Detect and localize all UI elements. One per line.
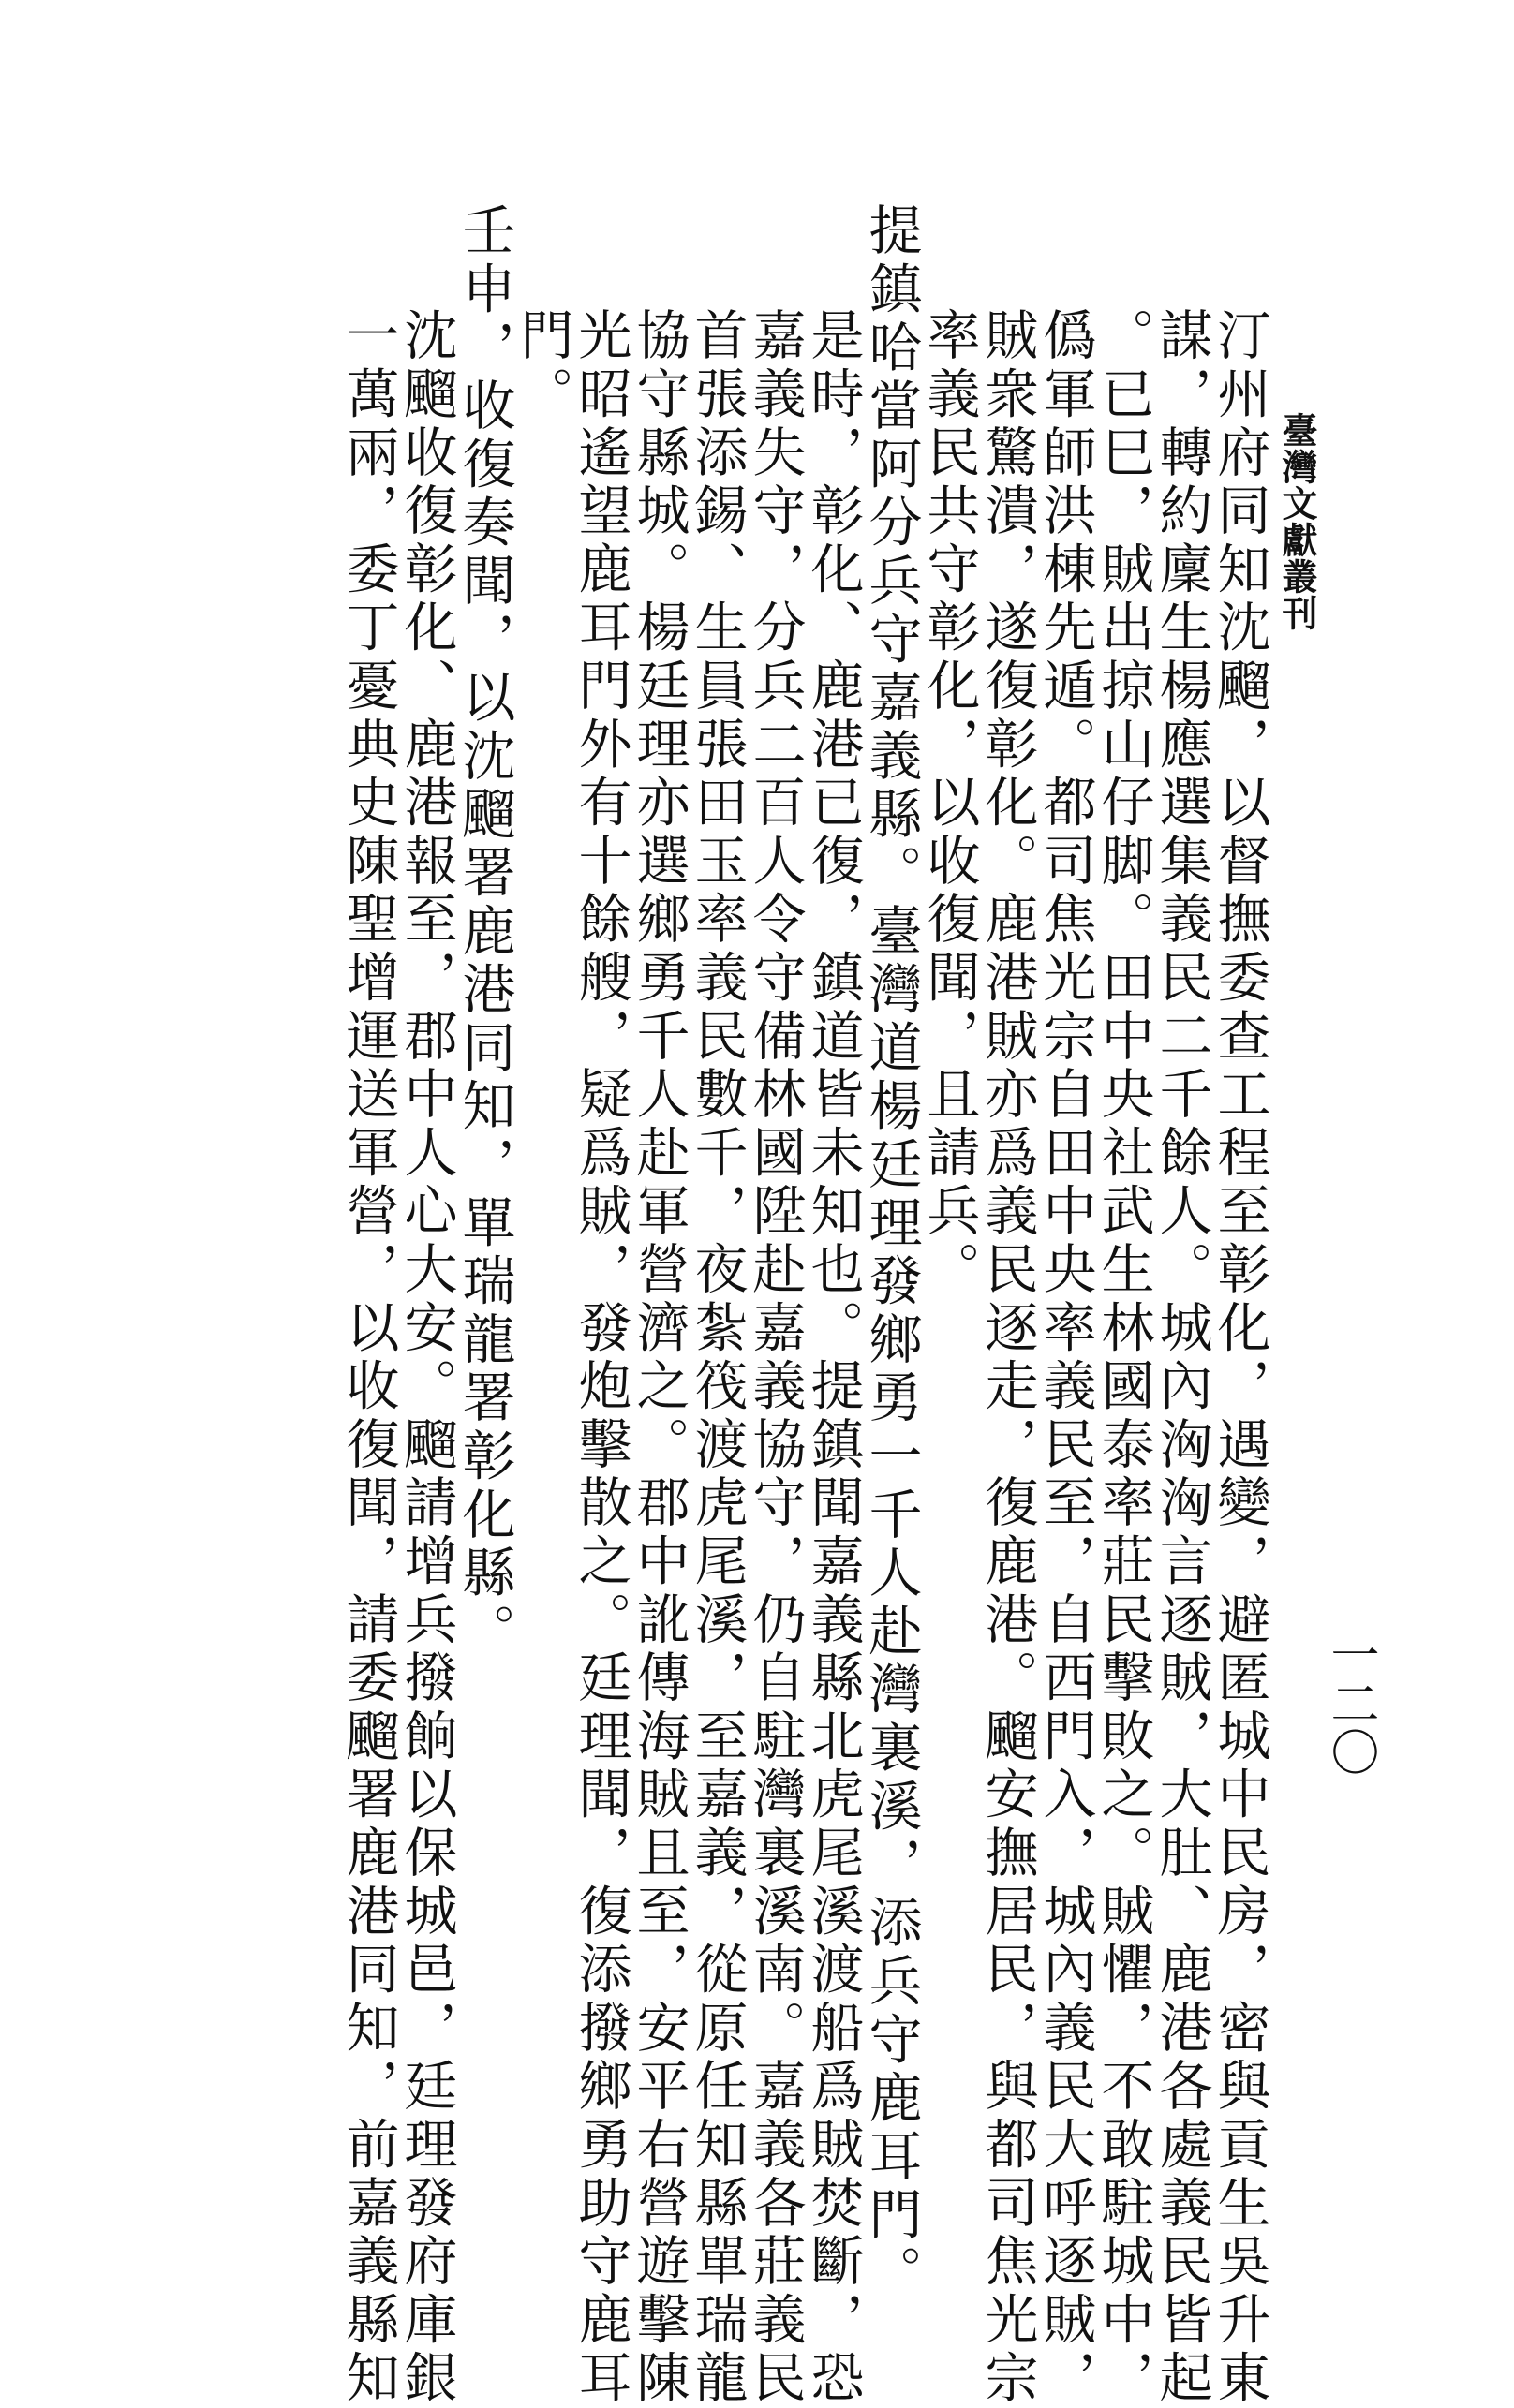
text-column: 門。 — [512, 307, 573, 424]
text-column: 嘉義失守，分兵二百人令守備林國陞赴嘉義協守，仍自駐灣裏溪南。嘉義各莊義民 — [744, 307, 806, 2408]
text-column: 壬申，收復奏聞，以沈飀署鹿港同知，單瑞龍署彰化縣。 — [453, 202, 515, 1662]
text-column: 沈飀收復彰化、鹿港報至，郡中人心大安。飀請增兵撥餉以保城邑，廷理發府庫銀 — [395, 307, 457, 2408]
text-column: 首張添錫、生員張田玉率義民數千，夜紮筏渡虎尾溪，至嘉義，從原任知縣單瑞龍 — [686, 307, 748, 2408]
text-column: 提鎮哈當阿分兵守嘉義縣。臺灣道楊廷理發鄉勇一千人赴灣裏溪，添兵守鹿耳門。 — [860, 202, 922, 2303]
text-column: 僞軍師洪棟先遁。都司焦光宗自田中央率義民至，自西門入，城內義民大呼逐賊， — [1034, 307, 1096, 2408]
text-column: 率義民共守彰化，以收復聞，且請兵。 — [918, 307, 980, 1300]
book-title: 臺灣文獻叢刊 — [1276, 412, 1318, 631]
text-column: 光昭遙望鹿耳門外有十餘艘，疑爲賊，發炮擊散之。廷理聞，復添撥鄉勇助守鹿耳 — [570, 307, 631, 2408]
text-column: 協守縣城。楊廷理亦選鄉勇千人赴軍營濟之。郡中訛傳海賊且至，安平右營遊擊陳 — [628, 307, 690, 2408]
text-column: 是時，彰化、鹿港已復，鎮道皆未知也。提鎮聞嘉義縣北虎尾溪渡船爲賊焚斷，恐 — [802, 307, 864, 2408]
text-column: 一萬兩，委丁憂典史陳聖增運送軍營，以收復聞，請委飀署鹿港同知，前嘉義縣知 — [337, 307, 399, 2408]
text-column: 賊衆驚潰，遂復彰化。鹿港賊亦爲義民逐走，復鹿港。飀安撫居民，與都司焦光宗 — [976, 307, 1038, 2408]
text-column: 汀州府同知沈飀，以督撫委查工程至彰化，遇變，避匿城中民房，密與貢生吳升東 — [1209, 307, 1270, 2408]
page-number: 一二〇 — [1322, 1630, 1378, 1776]
text-column: 。已巳，賊出掠山仔脚。田中央社武生林國泰率莊民擊敗之。賊懼，不敢駐城中， — [1092, 307, 1154, 2408]
text-column: 謀，轉約廩生楊應選集義民二千餘人。城內洶洶言逐賊，大肚、鹿港各處義民皆起 — [1150, 307, 1212, 2408]
